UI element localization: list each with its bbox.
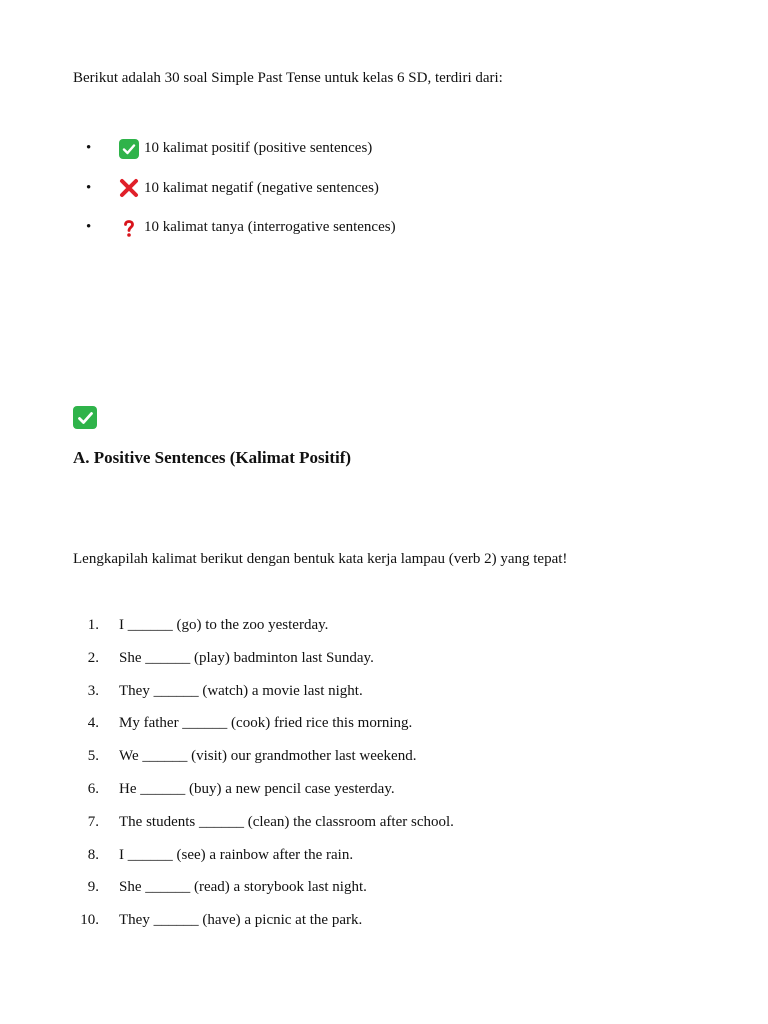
question-number: 10. [80, 912, 99, 929]
summary-item-label: 10 kalimat tanya (interrogative sentences) [144, 219, 396, 235]
question-text: They ______ (watch) a movie last night. [119, 682, 363, 699]
question-text: They ______ (have) a picnic at the park. [119, 912, 363, 929]
summary-item-label: 10 kalimat positif (positive sentences) [144, 140, 373, 156]
question-text: I ______ (go) to the zoo yesterday. [119, 617, 329, 633]
question-number: 8. [87, 846, 99, 863]
question-number: 9. [87, 879, 99, 896]
question-number: 7. [87, 813, 99, 830]
check-mark-icon [118, 138, 139, 159]
question-number: 3. [87, 682, 99, 699]
cross-mark-icon [118, 178, 139, 199]
question-mark-icon [118, 217, 139, 238]
question-text: She ______ (read) a storybook last night. [119, 879, 367, 896]
question-number: 6. [87, 780, 99, 797]
question-number: 2. [87, 649, 99, 666]
summary-item-label: 10 kalimat negatif (negative sentences) [144, 179, 379, 196]
bullet-dot: • [86, 140, 92, 156]
question-text: He ______ (buy) a new pencil case yesterday. [119, 780, 395, 797]
section-a-instruction: Lengkapilah kalimat berikut dengan bentuk kata kerja lampau (verb 2) yang tepat! [73, 551, 568, 567]
question-text: I ______ (see) a rainbow after the rain. [119, 846, 354, 863]
question-number: 4. [87, 715, 99, 732]
bullet-dot: • [86, 179, 92, 196]
check-mark-icon [73, 406, 97, 429]
bullet-dot: • [86, 219, 92, 235]
question-text: We ______ (visit) our grandmother last weekend. [119, 748, 417, 765]
question-number: 5. [87, 748, 99, 765]
intro-paragraph: Berikut adalah 30 soal Simple Past Tense untuk kelas 6 SD, terdiri dari: [73, 70, 503, 86]
question-number: 1. [87, 617, 99, 633]
question-text: The students ______ (clean) the classroom after school. [119, 813, 454, 830]
question-text: She ______ (play) badminton last Sunday. [119, 649, 374, 666]
section-a-heading: A. Positive Sentences (Kalimat Positif) [73, 448, 352, 467]
question-text: My father ______ (cook) fried rice this morning. [119, 715, 413, 732]
